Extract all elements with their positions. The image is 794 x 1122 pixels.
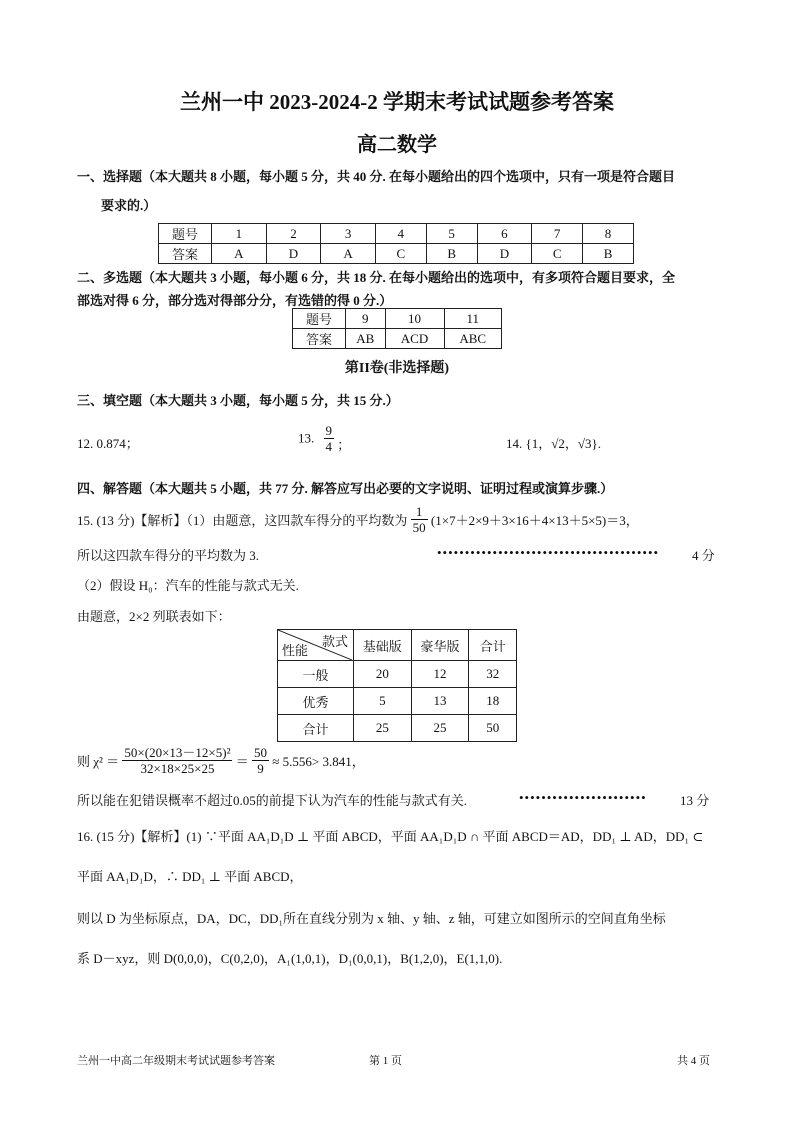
corner-cell [278,630,354,661]
question-number: 2 [266,224,321,244]
q16-line1: 16. (15 分)【解析】(1) ∵平面 AA₁D₁D ⊥ 平面 ABCD，平面 AA₁D₁D ∩ 平面 ABCD＝AD，DD₁ ⊥ AD，DD₁ ⊂ [77,829,704,844]
question-number: 7 [532,224,583,244]
answer-cell: B [426,244,477,264]
answer-cell: ABC [444,329,502,349]
section4-heading: 四、解答题（本大题共 5 小题，共 77 分. 解答应写出必要的文字说明、证明过程或演算步骤.） [77,481,614,496]
part2-heading: 第II卷(非选择题) [344,361,450,376]
page-subtitle: 高二数学 [357,134,437,156]
answer-cell: C [532,244,583,264]
row-label: 答案 [293,329,346,349]
table-cell: 20 [353,661,411,688]
q13-fraction [324,423,335,454]
q16-line2: 平面 AA₁D₁D，∴ DD₁ ⊥ 平面 ABCD， [77,869,303,884]
footer-page-number: 第 1 页 [369,1055,402,1067]
chi-end: ≈ 5.556> 3.841， [272,754,365,769]
answer-cell: A [212,244,267,264]
q15-line1 [77,504,639,535]
section2-answer-table [292,308,502,349]
table-cell: 32 [469,661,517,688]
q15-line1-prefix: 15. (13 分)【解析】（1）由题意，这四款车得分的平均数为 [77,513,408,528]
table-row [159,244,634,264]
question-number: 1 [212,224,267,244]
chi-square-formula [77,745,365,776]
answer-cell: B [583,244,634,264]
q15-line3: （2）假设 H₀：汽车的性能与款式无关. [77,578,299,593]
q12-answer: 12. 0.874； [77,436,139,451]
column-header: 合计 [469,630,517,661]
table-cell: 13 [411,688,469,715]
answer-cell: AB [346,329,386,349]
chi-fraction2 [252,745,269,776]
section2-heading-cont: 部选对得 6 分，部分选对得部分分，有选错的得 0 分.） [77,293,393,308]
q15-conclusion: 所以能在犯错误概率不超过0.05的前提下认为汽车的性能与款式有关. [77,793,468,808]
row-label: 题号 [293,309,346,329]
q15-score1: 4 分 [692,548,715,563]
section1-heading-cont: 要求的.） [101,198,157,213]
contingency-table [277,629,517,742]
section2-heading: 二、多选题（本大题共 3 小题，每小题 6 分，共 18 分. 在每小题给出的选项中，有多项符合题目要求，全 [77,270,676,285]
q15-fraction [411,504,428,535]
chi-denominator2: 9 [257,761,264,776]
q15-line1-expr: (1×7＋2×9＋3×16＋4×13＋5×5)＝3， [430,513,639,528]
q16-line4: 系 D－xyz，则 D(0,0,0)，C(0,2,0)，A₁(1,0,1)，D₁(0,0,1)，B(1,2,0)，E(1,1,0). [77,951,503,966]
q13-answer [298,423,350,454]
section1-heading: 一、选择题（本大题共 8 小题，每小题 5 分，共 40 分. 在每小题给出的四个选项中，只有一项是符合题目 [77,169,676,184]
q13-label: 13. [298,430,315,446]
column-header: 基础版 [353,630,411,661]
table-row [278,661,517,688]
corner-bottom-label: 性能 [282,643,309,658]
score-leader-dots: •••••••••••••••••••••••••••••••••••••••• [437,545,660,560]
table-cell: 18 [469,688,517,715]
question-number: 3 [321,224,376,244]
page-title: 兰州一中 2023-2024-2 学期末考试试题参考答案 [180,90,614,114]
row-label: 优秀 [278,688,354,715]
q15-frac-num: 1 [411,504,428,520]
table-cell: 50 [469,715,517,742]
q16-line3: 则以 D 为坐标原点，DA，DC，DD₁所在直线分别为 x 轴、y 轴、z 轴，可建立如图所示的空间直角坐标 [77,911,666,926]
question-number: 9 [346,309,386,329]
chi-fraction [122,745,232,776]
answer-cell: A [321,244,376,264]
row-label: 题号 [159,224,212,244]
q13-numerator: 9 [325,423,332,438]
footer-left: 兰州一中高二年级期末考试试题参考答案 [77,1055,275,1067]
q14-answer: 14. {1，√2，√3}. [506,436,601,451]
table-row [278,630,517,661]
table-cell: 25 [411,715,469,742]
table-row [278,688,517,715]
table-row [293,329,502,349]
q15-score2: 13 分 [680,793,710,808]
table-cell: 5 [353,688,411,715]
table-row [159,224,634,244]
q15-line4: 由题意，2×2 列联表如下： [77,609,231,624]
chi-numerator2: 50 [254,745,267,760]
q13-end: ； [337,437,351,453]
row-label: 答案 [159,244,212,264]
table-row [293,309,502,329]
chi-numerator: 50×(20×13－12×5)² [124,745,231,760]
q15-line2: 所以这四款车得分的平均数为 3. [77,548,260,563]
question-number: 10 [385,309,444,329]
table-row [278,715,517,742]
table-cell: 25 [353,715,411,742]
answer-cell: D [266,244,321,264]
q15-frac-den: 50 [412,520,426,535]
section3-heading: 三、填空题（本大题共 3 小题，每小题 5 分，共 15 分.） [77,393,399,408]
table-cell: 12 [411,661,469,688]
question-number: 4 [375,224,426,244]
question-number: 11 [444,309,502,329]
section1-answer-table [158,223,634,264]
score-leader-dots: ••••••••••••••••••••••• [519,790,647,805]
question-number: 5 [426,224,477,244]
row-label: 一般 [278,661,354,688]
question-number: 6 [477,224,532,244]
question-number: 8 [583,224,634,244]
corner-top-label: 款式 [321,634,348,649]
answer-cell: C [375,244,426,264]
footer-total-pages: 共 4 页 [677,1055,710,1067]
chi-denominator: 32×18×25×25 [140,761,215,776]
q13-denominator: 4 [325,439,332,454]
answer-cell: D [477,244,532,264]
column-header: 豪华版 [411,630,469,661]
row-label: 合计 [278,715,354,742]
chi-prefix: 则 χ² ＝ [77,754,120,769]
chi-mid: ＝ [235,754,249,769]
answer-cell: ACD [385,329,444,349]
